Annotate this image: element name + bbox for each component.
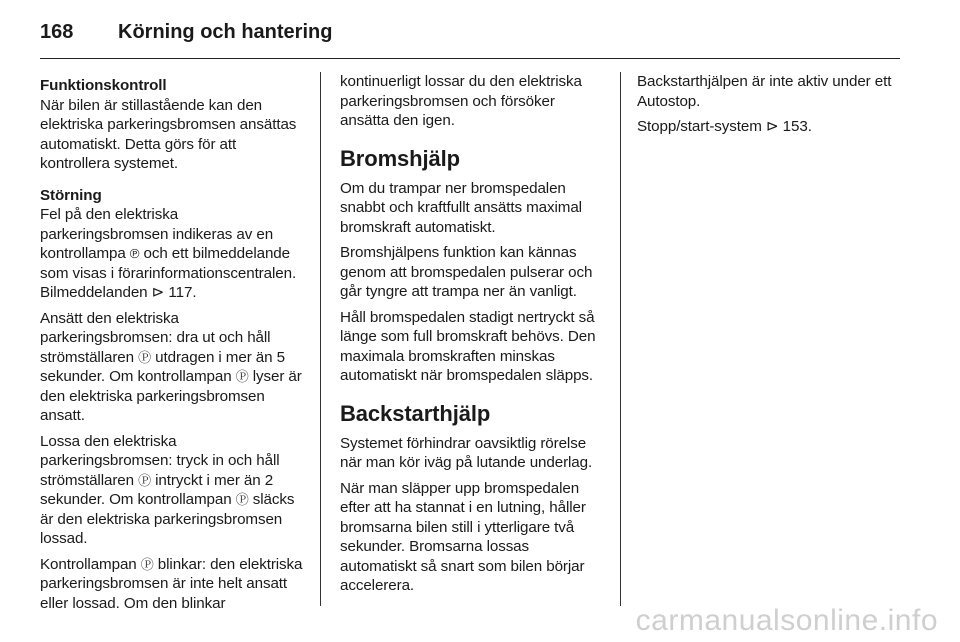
page-reference-link[interactable]: ⊳ 153.: [765, 118, 812, 135]
parking-brake-warning-icon: ℗: [129, 246, 140, 261]
page-number: 168: [40, 21, 74, 43]
column-1: [40, 72, 305, 619]
lossa-text-c: släcks är den elektriska parkeringsbromsen lossad.: [40, 491, 295, 547]
section-heading-bromshjalp: Bromshjälp: [340, 145, 461, 171]
lossa-text-b: intryckt i mer än 2 sekunder. Om kontrollampan: [40, 471, 274, 508]
parking-brake-lamp-icon: Ⓟ: [235, 492, 249, 507]
parking-brake-switch-icon: Ⓟ: [138, 349, 152, 365]
paragraph-backstarthjalp-1: Systemet förhindrar oavsiktlig rörelse när man kör iväg på lutande underlag.: [340, 434, 593, 471]
ansatt-text-a: Ansätt den elektriska parkeringsbromsen: dra ut och håll strömställaren: [40, 309, 271, 366]
paragraph-stopp-start: [637, 117, 907, 137]
page-header: [40, 18, 900, 60]
stopp-start-text: Stopp/start-system: [637, 118, 762, 135]
paragraph-continued: kontinuerligt lossar du den elektriska parkeringsbromsen och försöker ansätta den igen.: [340, 73, 582, 129]
lossa-text-a: Lossa den elektriska parkeringsbromsen: tryck in och håll strömställaren: [40, 432, 280, 489]
section-heading-storning: Störning: [40, 186, 102, 204]
watermark: carmanualsonline.info: [635, 604, 938, 637]
header-rule: [40, 58, 900, 59]
ansatt-text-b: utdragen i mer än 5 sekunder. Om kontrollampan: [40, 348, 285, 385]
paragraph-funktionskontroll: När bilen är stillastående kan den elektriska parkeringsbromsen ansättas automatiskt. Detta görs för att kontrollera systemet.: [40, 96, 297, 172]
paragraph-blinkar: [40, 555, 305, 614]
ansatt-text-c: lyser är den elektriska parkeringsbromsen ansatt.: [40, 368, 302, 424]
storning-text-a: Fel på den elektriska parkeringsbromsen indikeras av en kontrollampa: [40, 206, 274, 262]
parking-brake-lamp-icon: Ⓟ: [140, 556, 154, 572]
page-reference-link[interactable]: ⊳ 117.: [151, 284, 197, 301]
paragraph-bromshjalp-1: Om du trampar ner bromspedalen snabbt och kraftfullt ansätts maximal bromskraft automatiskt.: [340, 179, 582, 236]
blink-text-b: blinkar: den elektriska parkeringsbromsen är inte helt ansatt eller lossad. Om den blinkar: [40, 555, 303, 612]
column-2: [340, 72, 605, 602]
parking-brake-lamp-icon: Ⓟ: [235, 369, 249, 384]
section-heading-funktionskontroll: Funktionskontroll: [40, 77, 167, 94]
blink-text-a: Kontrollampan: [40, 555, 137, 573]
chapter-title: Körning och hantering: [118, 21, 333, 43]
section-heading-backstarthjalp: Backstarthjälp: [340, 400, 491, 426]
paragraph-autostop: Backstarthjälpen är inte aktiv under ett Autostop.: [637, 73, 892, 110]
paragraph-storning: [40, 205, 305, 303]
column-3: [637, 72, 907, 143]
column-divider-1: [320, 72, 321, 606]
parking-brake-switch-icon: Ⓟ: [138, 472, 152, 488]
column-divider-2: [620, 72, 621, 606]
paragraph-bromshjalp-3: Håll bromspedalen stadigt nertryckt så länge som full bromskraft behövs. Den maximala bromskraften minskas automatiskt när bromspedalen släpps.: [340, 308, 596, 384]
paragraph-ansatt: [40, 309, 305, 426]
paragraph-bromshjalp-2: Bromshjälpens funktion kan kännas genom att bromspedalen pulserar och går tyngre att trampa ner än vanligt.: [340, 244, 593, 300]
storning-text-b: och ett bilmeddelande som visas i förarinformationscentralen. Bilmeddelanden: [40, 245, 297, 301]
paragraph-lossa: [40, 432, 305, 549]
paragraph-backstarthjalp-2: När man släpper upp bromspedalen efter att ha stannat i en lutning, håller bromsarna bilen still i ytterligare två sekunder. Bromsarna lossas automatiskt så snart som bilen börjar accelerera.: [340, 479, 586, 594]
